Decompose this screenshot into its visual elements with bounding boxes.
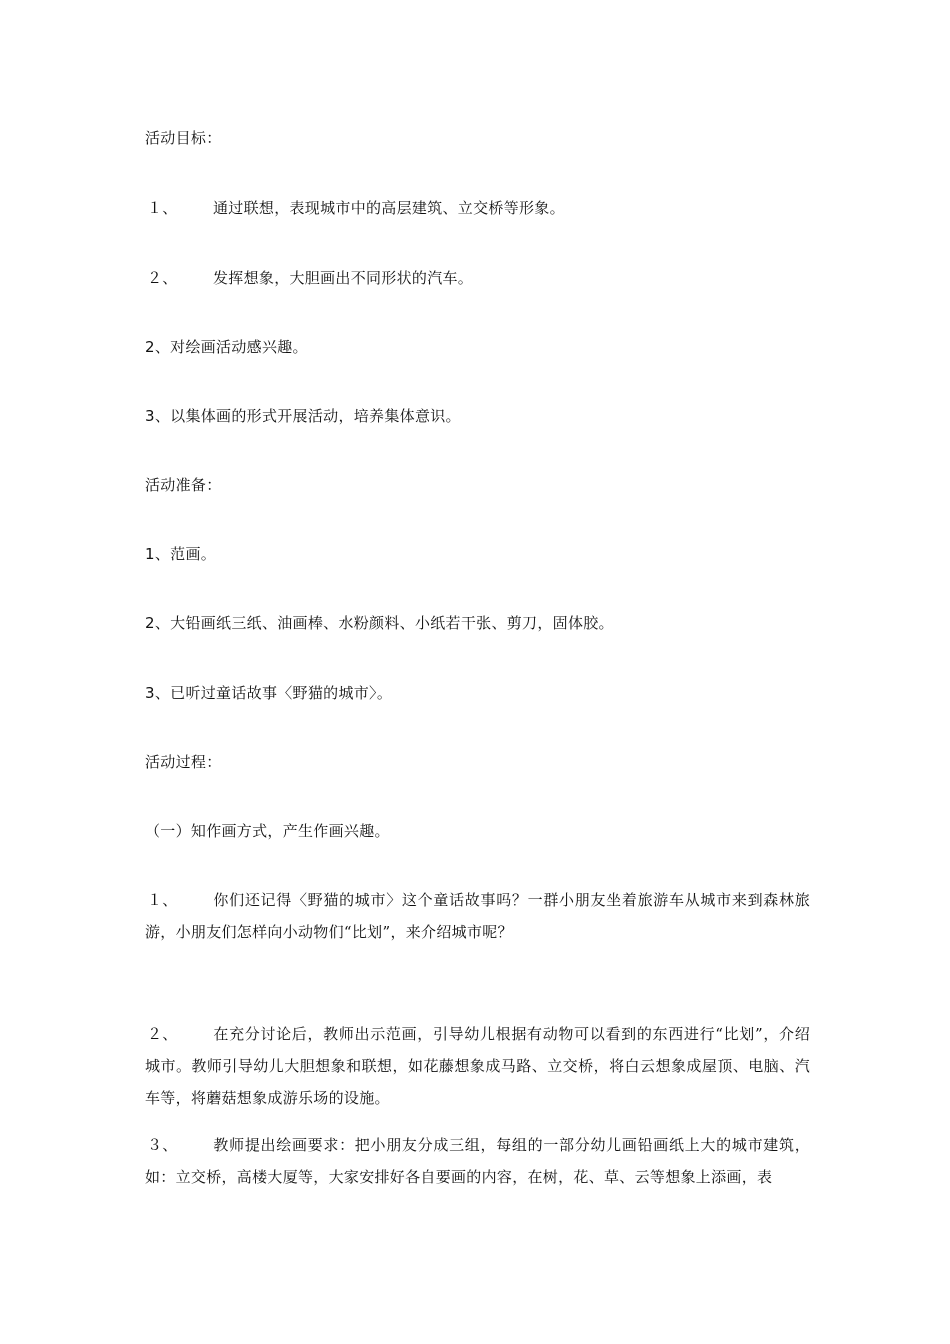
process-item	[145, 1129, 810, 1193]
goal-text: 通过联想，表现城市中的高层建筑、立交桥等形象。	[213, 199, 565, 217]
goal-text: 发挥想象，大胆画出不同形状的汽车。	[213, 269, 474, 287]
goal-item	[145, 192, 810, 224]
prep-text: 大铅画纸三纸、油画棒、水粉颜料、小纸若干张、剪刀，固体胶。	[170, 614, 614, 632]
process-number: １、	[147, 891, 178, 909]
process-text: 你们还记得〈野猫的城市〉这个童话故事吗？一群小朋友坐着旅游车从城市来到森林旅游，小朋友们怎样向小动物们“比划”，来介绍城市呢？	[145, 891, 810, 941]
prep-number: 1、	[145, 545, 171, 563]
goal-item	[145, 262, 810, 294]
process-item	[145, 884, 810, 948]
prep-number: 2、	[145, 614, 171, 632]
goal-number: 3、	[145, 407, 171, 425]
process-heading: 活动过程：	[145, 753, 222, 771]
process-number: ２、	[147, 1025, 178, 1043]
goal-number: 2、	[145, 338, 171, 356]
prep-number: 3、	[145, 684, 171, 702]
goal-item	[145, 400, 810, 432]
prep-text: 范画。	[170, 545, 217, 563]
process-subheading: （一）知作画方式，产生作画兴趣。	[145, 822, 390, 840]
prep-heading: 活动准备：	[145, 476, 222, 494]
prep-item	[145, 677, 810, 709]
goal-number: ２、	[147, 269, 178, 287]
prep-item	[145, 607, 810, 639]
goal-item	[145, 331, 810, 363]
goal-number: １、	[147, 199, 178, 217]
prep-item	[145, 538, 810, 570]
process-number: ３、	[147, 1136, 178, 1154]
process-text: 教师提出绘画要求：把小朋友分成三组，每组的一部分幼儿画铅画纸上大的城市建筑，如：立交桥，高楼大厦等，大家安排好各自要画的内容，在树，花、草、云等想象上添画，表	[145, 1136, 810, 1186]
goal-text: 对绘画活动感兴趣。	[170, 338, 308, 356]
process-item	[145, 1018, 810, 1114]
process-text: 在充分讨论后，教师出示范画，引导幼儿根据有动物可以看到的东西进行“比划”，介绍城市。教师引导幼儿大胆想象和联想，如花藤想象成马路、立交桥，将白云想象成屋顶、电脑、汽车等，将蘑菇想象成游乐场的设施。	[145, 1025, 810, 1107]
goal-text: 以集体画的形式开展活动，培养集体意识。	[170, 407, 461, 425]
prep-text: 已听过童话故事〈野猫的城市〉。	[170, 684, 393, 702]
goals-heading: 活动目标：	[145, 129, 222, 147]
